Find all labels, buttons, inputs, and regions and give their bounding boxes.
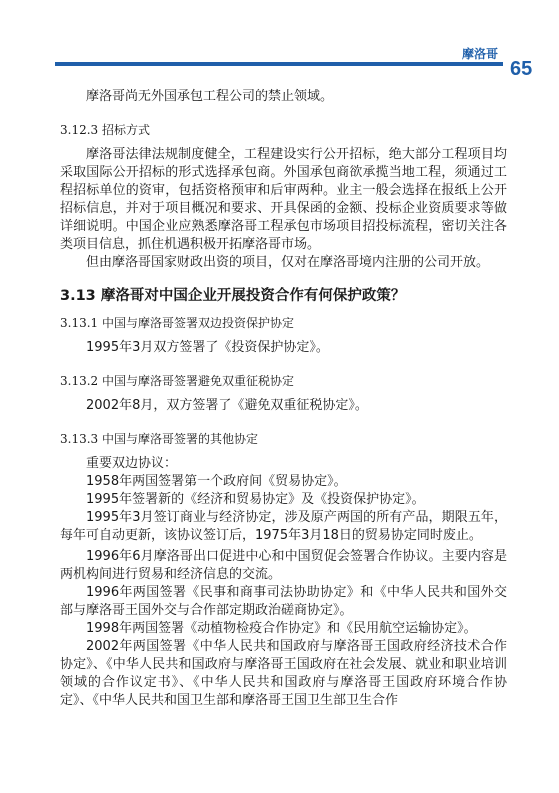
subsection-heading-3-12-3: 3.12.3 招标方式 (60, 123, 150, 137)
paragraph: 但由摩洛哥国家财政出资的项目，仅对在摩洛哥境内注册的公司开放。 (86, 255, 490, 270)
paragraph: 重要双边协议： (86, 456, 178, 471)
page-body (60, 84, 507, 710)
paragraph: 2002年8月，双方签署了《避免双重征税协定》。 (86, 398, 368, 413)
paragraph: 1958年两国签署第一个政府间《贸易协定》。 (86, 474, 347, 489)
paragraph: 摩洛哥法律法规制度健全，工程建设实行公开招标，绝大部分工程项目均采取国际公开招标的形式选择承包商。外国承包商欲承揽当地工程，须通过工程招标单位的资审，包括资格预审和后审两种。业主一般会选择在报纸上公开招标信息，并对于项目概况和要求、开具保函的金额、投标企业资质要求等做详细说明。中国企业应熟悉摩洛哥工程承包市场项目招投标流程，密切关注各类项目信息，抓住机遇积极开拓摩洛哥市场。 (60, 147, 507, 252)
paragraph: 1996年6月摩洛哥出口促进中心和中国贸促会签署合作协议。主要内容是两机构间进行贸易和经济信息的交流。 (60, 549, 507, 582)
running-header-title: 摩洛哥 (462, 47, 499, 61)
page-number: 65 (510, 58, 533, 80)
section-heading-3-13: 3.13 摩洛哥对中国企业开展投资合作有何保护政策？ (60, 288, 406, 304)
paragraph: 1995年3月签订商业与经济协定，涉及原产两国的所有产品，期限五年，每年可自动更新，该协议签订后，1975年3月18日的贸易协定同时废止。 (60, 510, 507, 543)
paragraph: 1995年签署新的《经济和贸易协定》及《投资保护协定》。 (86, 492, 425, 507)
subsection-heading-3-13-1: 3.13.1 中国与摩洛哥签署双边投资保护协定 (60, 316, 294, 330)
paragraph: 1996年两国签署《民事和商事司法协助协定》和《中华人民共和国外交部与摩洛哥王国外交与合作部定期政治磋商协定》。 (60, 585, 507, 618)
paragraph: 1998年两国签署《动植物检疫合作协定》和《民用航空运输协定》。 (86, 621, 477, 636)
paragraph: 2002年两国签署《中华人民共和国政府与摩洛哥王国政府经济技术合作协定》、《中华人民共和国政府与摩洛哥王国政府在社会发展、就业和职业培训领域的合作议定书》、《中华人民共和国政府与摩洛哥王国政府环境合作协定》、《中华人民共和国卫生部和摩洛哥王国卫生部卫生合作 (60, 639, 507, 708)
subsection-heading-3-13-3: 3.13.3 中国与摩洛哥签署的其他协定 (60, 432, 258, 446)
subsection-heading-3-13-2: 3.13.2 中国与摩洛哥签署避免双重征税协定 (60, 374, 294, 388)
paragraph: 摩洛哥尚无外国承包工程公司的禁止领域。 (86, 89, 334, 104)
header-rule (55, 62, 503, 66)
paragraph: 1995年3月双方签署了《投资保护协定》。 (86, 340, 329, 355)
